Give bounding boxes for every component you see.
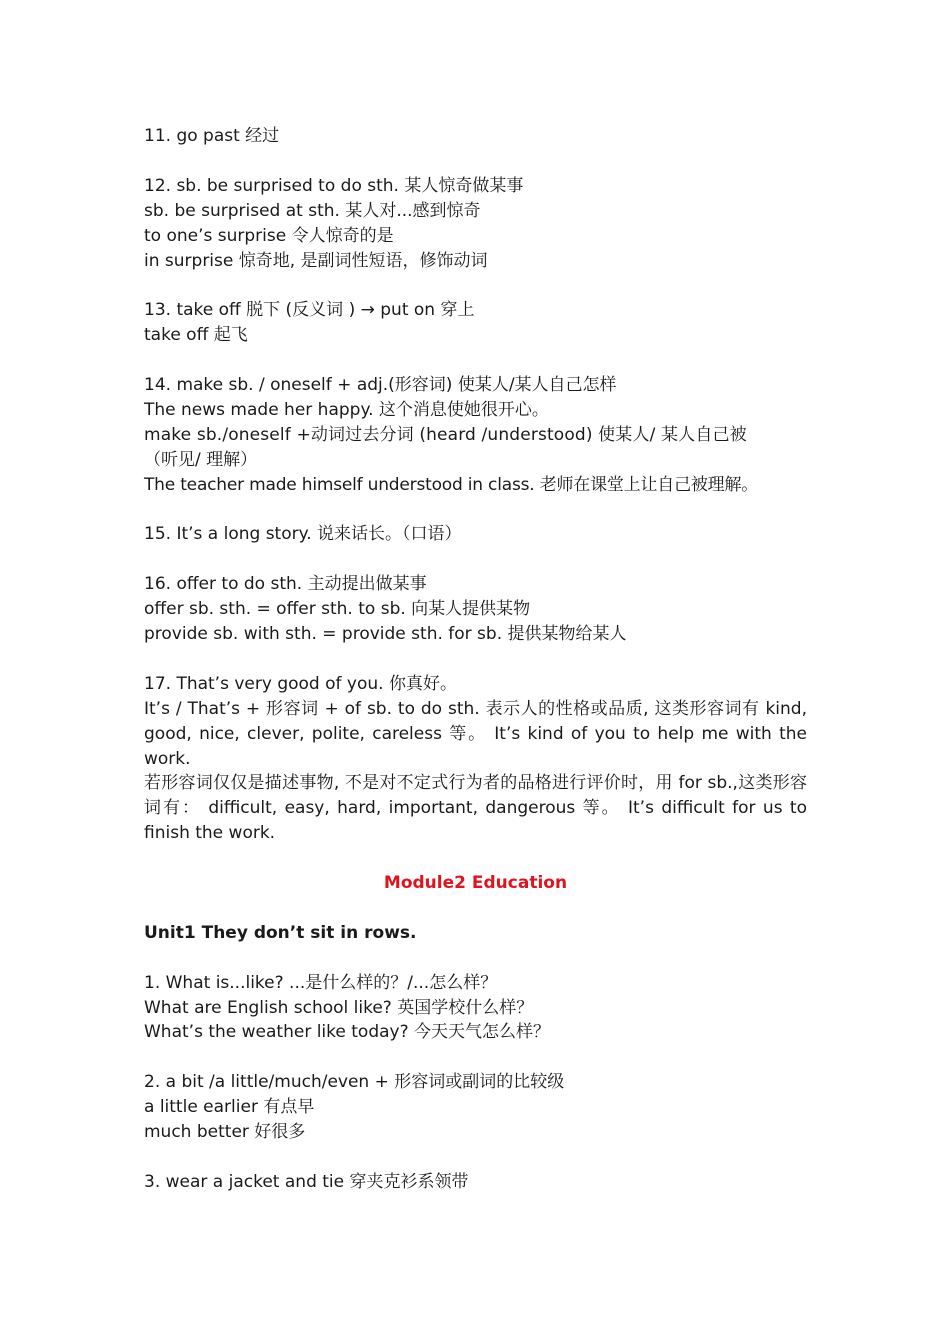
text-line: The news made her happy. 这个消息使她很开心。 <box>144 399 549 420</box>
note-item-14 <box>144 373 807 498</box>
text-paragraph: It’s / That’s + 形容词 + of sb. to do sth. 表示人的性格或品质, 这类形容词有 kind, good, nice, clever, polite, careless 等。 It’s kind of you to help me with the work. <box>144 698 807 769</box>
spacer <box>144 1045 807 1070</box>
text-line: to one’s surprise 令人惊奇的是 <box>144 225 394 246</box>
text-line: 13. take off 脱下 (反义词 ) → put on 穿上 <box>144 300 475 321</box>
text-line: make sb./oneself +动词过去分词 (heard /understood) 使某人/ 某人自己被 <box>144 424 747 445</box>
text-line: 12. sb. be surprised to do sth. 某人惊奇做某事 <box>144 175 524 196</box>
unit-heading: Unit1 They don’t sit in rows. <box>144 922 417 943</box>
text-line: 3. wear a jacket and tie 穿夹克衫系领带 <box>144 1171 469 1192</box>
note-item-3 <box>144 1170 807 1195</box>
text-line: What are English school like? 英国学校什么样？ <box>144 997 534 1018</box>
text-line: 14. make sb. / oneself + adj.(形容词) 使某人/某人自己怎样 <box>144 375 617 396</box>
text-line: 17. That’s very good of you. 你真好。 <box>144 673 457 694</box>
note-item-11 <box>144 124 807 149</box>
text-line: What’s the weather like today? 今天天气怎么样？ <box>144 1022 551 1043</box>
note-item-13 <box>144 298 807 348</box>
spacer <box>144 273 807 298</box>
text-line: 16. offer to do sth. 主动提出做某事 <box>144 574 427 595</box>
text-line: offer sb. sth. = offer sth. to sb. 向某人提供某物 <box>144 599 531 620</box>
text-line: sb. be surprised at sth. 某人对...感到惊奇 <box>144 200 481 221</box>
module-heading: Module2 Education <box>383 873 568 894</box>
text-line: 15. It’s a long story. 说来话长。（口语） <box>144 524 462 545</box>
spacer <box>144 896 807 921</box>
text-line: 11. go past 经过 <box>144 126 280 146</box>
text-line: 1. What is...like? ...是什么样的？/...怎么样？ <box>144 972 498 993</box>
spacer <box>144 846 807 871</box>
spacer <box>144 498 807 523</box>
spacer <box>144 946 807 971</box>
text-line: take off 起飞 <box>144 325 248 346</box>
text-line: provide sb. with sth. = provide sth. for sb. 提供某物给某人 <box>144 624 627 645</box>
document-page <box>144 124 807 1195</box>
spacer <box>144 149 807 174</box>
spacer <box>144 348 807 373</box>
text-paragraph: 若形容词仅仅是描述事物, 不是对不定式行为者的品格进行评价时，用 for sb.,这类形容词有： difficult, easy, hard, important, dangerous 等。 It’s difficult for us to finish the work. <box>144 773 807 844</box>
text-line: a little earlier 有点早 <box>144 1097 315 1118</box>
note-item-2 <box>144 1070 807 1145</box>
spacer <box>144 547 807 572</box>
text-line: （听见/ 理解） <box>144 449 258 470</box>
note-item-16 <box>144 572 807 647</box>
text-line: The teacher made himself understood in class. 老师在课堂上让自己被理解。 <box>144 474 759 495</box>
spacer <box>144 647 807 672</box>
text-line: 2. a bit /a little/much/even + 形容词或副词的比较级 <box>144 1072 565 1093</box>
text-line: in surprise 惊奇地, 是副词性短语，修饰动词 <box>144 250 488 271</box>
note-item-12 <box>144 174 807 274</box>
note-item-17 <box>144 672 807 846</box>
note-item-15 <box>144 522 807 547</box>
note-item-1 <box>144 971 807 1046</box>
text-line: much better 好很多 <box>144 1122 306 1143</box>
spacer <box>144 1145 807 1170</box>
